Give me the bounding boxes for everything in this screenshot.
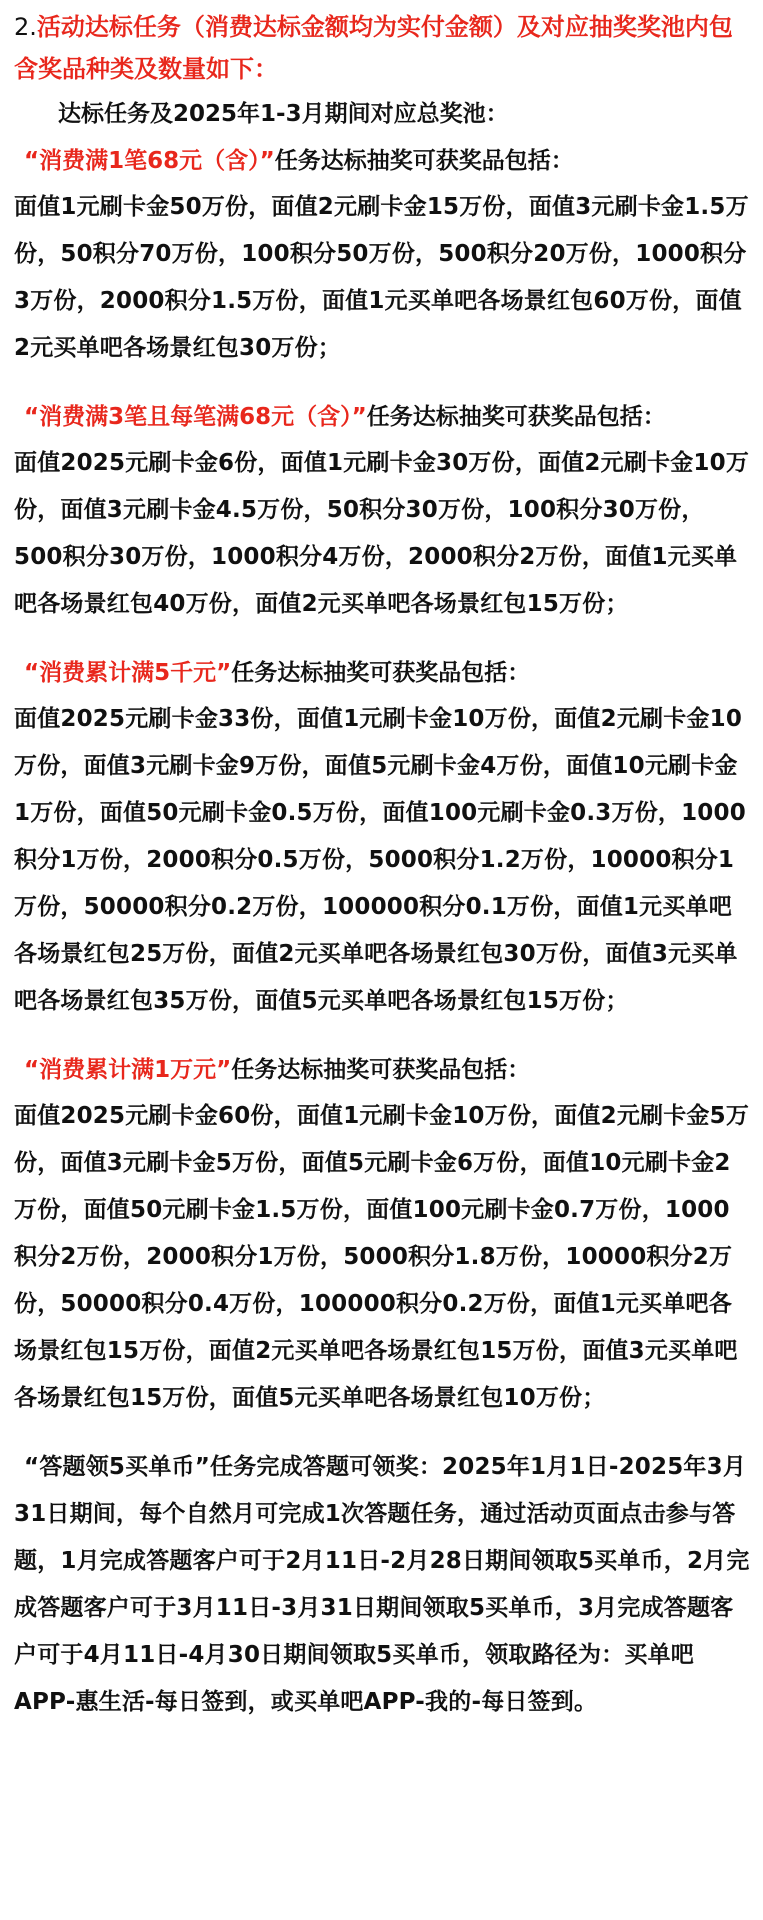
heading-number: 2. [14,13,37,41]
task-title [14,138,751,184]
heading-text: 活动达标任务（消费达标金额均为实付金额）及对应抽奖奖池内包含奖品种类及数量如下： [14,13,733,83]
task-section-4 [14,1047,751,1422]
task-section-3 [14,650,751,1025]
task-title [14,650,751,696]
quiz-task-section [14,1444,751,1726]
task-title-rest: 任务达标抽奖可获奖品包括： [274,148,574,174]
task-title [14,1047,751,1093]
task-quote: “消费累计满1万元” [24,1057,232,1083]
task-quote: “消费累计满5千元” [24,660,232,686]
quiz-task-text [14,1444,751,1726]
section-heading [14,6,751,90]
task-section-1 [14,138,751,372]
pool-subheading: 达标任务及2025年1-3月期间对应总奖池： [58,101,509,127]
task-title-rest: 任务达标抽奖可获奖品包括： [231,660,531,686]
task-title-rest: 任务达标抽奖可获奖品包括： [231,1057,531,1083]
task-quote: “消费满1笔68元（含）” [24,148,275,174]
prize-list: 面值2025元刷卡金33份，面值1元刷卡金10万份，面值2元刷卡金10万份，面值3元刷卡金9万份，面值5元刷卡金4万份，面值10元刷卡金1万份，面值50元刷卡金0.5万份，面值100元刷卡金0.3万份，1000积分1万份，2000积分0.5万份，5000积分1.2万份，10000积分1万份，50000积分0.2万份，100000积分0.1万份，面值1元买单吧各场景红包25万份，面值2元买单吧各场景红包30万份，面值3元买单吧各场景红包35万份，面值5元买单吧各场景红包15万份； [14,706,746,1014]
task-section-2 [14,394,751,628]
quiz-task-body: “答题领5买单币”任务完成答题可领奖：2025年1月1日-2025年3月31日期间，每个自然月可完成1次答题任务，通过活动页面点击参与答题，1月完成答题客户可于2月11日-2月28日期间领取5买单币，2月完成答题客户可于3月11日-3月31日期间领取5买单币，3月完成答题客户可于4月11日-4月30日期间领取5买单币，领取路径为：买单吧APP-惠生活-每日签到，或买单吧APP-我的-每日签到。 [14,1454,750,1715]
prize-list: 面值1元刷卡金50万份，面值2元刷卡金15万份，面值3元刷卡金1.5万份，50积分70万份，100积分50万份，500积分20万份，1000积分3万份，2000积分1.5万份，面值1元买单吧各场景红包60万份，面值2元买单吧各场景红包30万份； [14,194,749,361]
quiz-task-lead [14,1454,24,1480]
prize-list: 面值2025元刷卡金6份，面值1元刷卡金30万份，面值2元刷卡金10万份，面值3元刷卡金4.5万份，50积分30万份，100积分30万份，500积分30万份，1000积分4万份，2000积分2万份，面值1元买单吧各场景红包40万份，面值2元买单吧各场景红包15万份； [14,450,750,617]
task-title-rest: 任务达标抽奖可获奖品包括： [366,404,666,430]
task-quote: “消费满3笔且每笔满68元（含）” [24,404,367,430]
task-title [14,394,751,440]
prize-list: 面值2025元刷卡金60份，面值1元刷卡金10万份，面值2元刷卡金5万份，面值3元刷卡金5万份，面值5元刷卡金6万份，面值10元刷卡金2万份，面值50元刷卡金1.5万份，面值100元刷卡金0.7万份，1000积分2万份，2000积分1万份，5000积分1.8万份，10000积分2万份，50000积分0.4万份，100000积分0.2万份，面值1元买单吧各场景红包15万份，面值2元买单吧各场景红包15万份，面值3元买单吧各场景红包15万份，面值5元买单吧各场景红包10万份； [14,1103,750,1411]
